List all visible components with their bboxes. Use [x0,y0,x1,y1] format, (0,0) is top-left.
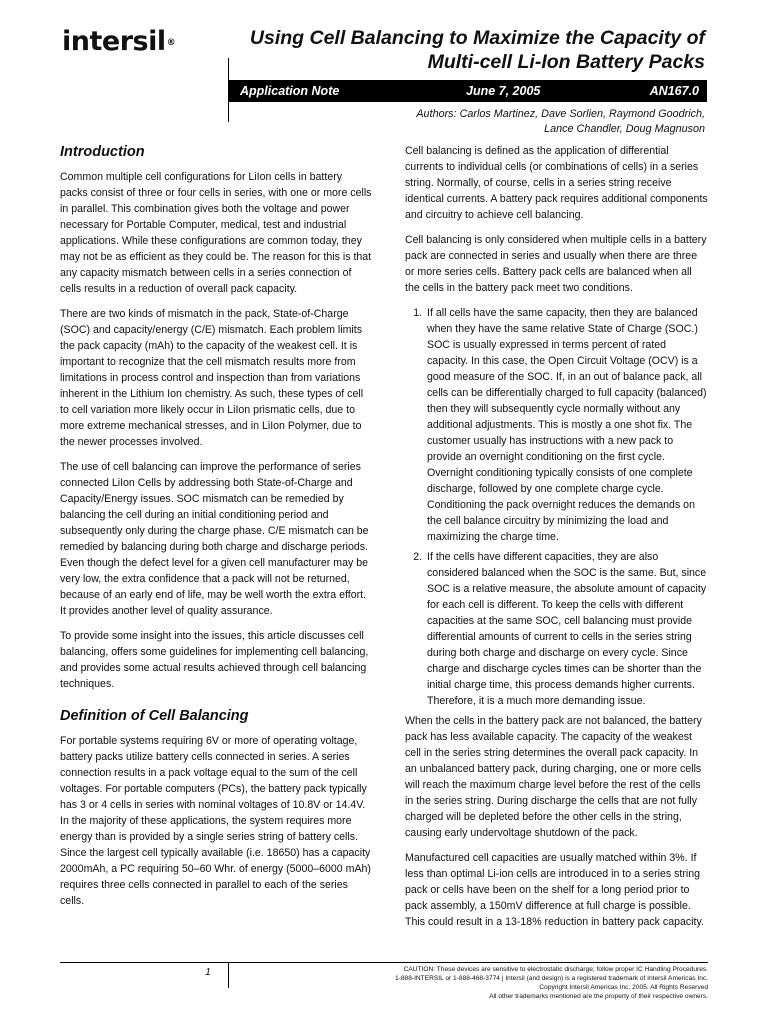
authors-line-1: Authors: Carlos Martinez, Dave Sorlien, Raymond Goodrich, [416,108,705,120]
intro-paragraph-4: To provide some insight into the issues, this article discusses cell balancing, offers some guidelines for implementing cell balancing, and provides some actual results achieved through cell balancing techniques. [60,630,369,690]
page-number: 1 [205,966,211,978]
doc-date: June 7, 2005 [466,84,541,98]
conditions-list [405,305,708,709]
title-line-1: Using Cell Balancing to Maximize the Capacity of [249,27,705,49]
intersil-logo: intersil® [62,26,176,57]
doc-type-label: Application Note [240,84,340,98]
left-column [60,142,372,918]
list-item: 2. If the cells have different capacities, they are also considered balanced when the SOC is the same. But, since SOC is a relative measure, the absolute amount of capacity for each cell is different. To keep the cells with different capacities at the same SOC, cell balancing must provide differential amounts of current to cells in the series string during both charge and discharge on every cycle. Since charge and discharge cycles times can be shorter than the initial charge time, this process demands higher currents. Therefore, it is a much more demanding issue. [425,549,708,709]
caution-line-3: Copyright Intersil Americas Inc. 2005. All Rights Reserved [539,984,708,991]
introduction-heading: Introduction [60,144,145,160]
right-paragraph-1: Cell balancing is defined as the application of differential currents to individual cells (or combinations of cells) in a series string. Normally, of course, cells in a series string receive identical currents. A battery pack requires additional components and circuitry to achieve cell balancing. [405,145,708,221]
page-title [225,26,705,74]
right-paragraph-3: When the cells in the battery pack are not balanced, the battery pack has less available capacity. The capacity of the weakest cell in the series string determines the overall pack capacity. In an unbalanced battery pack, during charging, one or more cells will reach the maximum charge level before the rest of the cells in the series string. During discharge the cells that are not fully charged will be depleted before the other cells in the string, causing early undervoltage shutdown of the pack. [405,715,702,839]
caution-notice [248,965,708,1001]
right-column [405,143,708,939]
definition-heading: Definition of Cell Balancing [60,708,249,724]
intro-paragraph-3: The use of cell balancing can improve the performance of series connected LiIon Cells by addressing both State-of-Charge and Capacity/Energy issues. SOC mismatch can be remedied by balancing the cell during an initial conditioning period and subsequently only during the charge phase. C/E mismatch can be remedied by balancing during both charge and discharge periods. Even though the defect level for a given cell manufacturer may be very low, the extra confidence that a pack will not be returned, because of an early end of life, may be well worth the extra effort. It provides another level of quality assurance. [60,461,369,617]
authors [305,107,705,137]
caution-line-2: 1-888-INTERSIL or 1-888-468-3774 | Intersil (and design) is a registered trademark of Intersil Americas Inc. [395,975,708,982]
intro-paragraph-1: Common multiple cell configurations for LiIon cells in battery packs consist of three or four cells in series, with one or more cells in parallel. This combination gives both the voltage and power necessary for Portable Computer, medical, test and industrial applications. While these configurations are common today, they may not be as efficient as they could be. The reason for this is that any capacity mismatch between cells in a series connection of cells results in a reduction of overall pack capacity. [60,171,372,295]
intro-paragraph-2: There are two kinds of mismatch in the pack, State-of-Charge (SOC) and capacity/energy (C/E) mismatch. Each problem limits the pack capacity (mAh) to the capacity of the weakest cell. It is important to recognize that the cell mismatch results more from limitations in process control and inspection than from variations inherent in the Lithium Ion chemistry. As such, these types of cell to cell variation more likely occur in LiIon prismatic cells, due to more extreme mechanical stresses, and in LiIon Polymer, due to the newer processes involved. [60,308,364,448]
doc-number: AN167.0 [649,84,699,98]
footer-rule [60,962,708,963]
footer-divider [228,962,229,988]
right-paragraph-2: Cell balancing is only considered when multiple cells in a battery pack are connected in series and usually when there are three or more series cells. Battery pack cells are balanced when all the cells in the battery pack meet two conditions. [405,234,707,294]
header-bar [228,80,707,102]
definition-paragraph-1: For portable systems requiring 6V or more of operating voltage, battery packs utilize battery cells connected in series. A series connection results in a pack voltage equal to the sum of the cell voltages. For portable computers (PCs), the battery pack typically has 3 or 4 cells in series with nominal voltages of 10.8V or 14.4V. In the majority of these applications, the system requires more energy than is provided by a single series string of battery cells. Since the largest cell typically available (i.e. 18650) has a capacity 2000mAh, a PC requiring 50–60 Whr. of energy (5000–6000 mAh) requires three cells connected in parallel to each of the series cells. [60,735,371,907]
authors-line-2: Lance Chandler, Doug Magnuson [544,123,705,135]
caution-line-4: All other trademarks mentioned are the property of their respective owners. [489,993,708,1000]
list-item: 1. If all cells have the same capacity, then they are balanced when they have the same relative State of Charge (SOC.) SOC is usually expressed in terms percent of rated capacity. In this case, the Open Circuit Voltage (OCV) is a good measure of the SOC. If, in an out of balance pack, all cells can be differentially charged to full capacity (balanced) then they will subsequently cycle normally without any additional adjustments. This is mostly a one shot fix. The customer usually has instructions with a new pack to provide an overnight conditioning on the first cycle. Overnight conditioning typically consists of one complete discharge, followed by one complete charge cycle. Conditioning the pack overnight reduces the demands on the cell balance circuitry by minimizing the load and maximizing the charge time. [425,305,708,545]
right-paragraph-4: Manufactured cell capacities are usually matched within 3%. If less than optimal Li-ion cells are introduced in to a series string pack or cells have been on the shelf for a long period prior to pack assembly, a 150mV difference at full charge is possible. This could result in a 13-18% reduction in battery pack capacity. [405,852,704,928]
caution-line-1: CAUTION: These devices are sensitive to electrostatic discharge; follow proper IC Handling Procedures. [403,966,708,973]
title-line-2: Multi-cell Li-Ion Battery Packs [427,51,705,73]
